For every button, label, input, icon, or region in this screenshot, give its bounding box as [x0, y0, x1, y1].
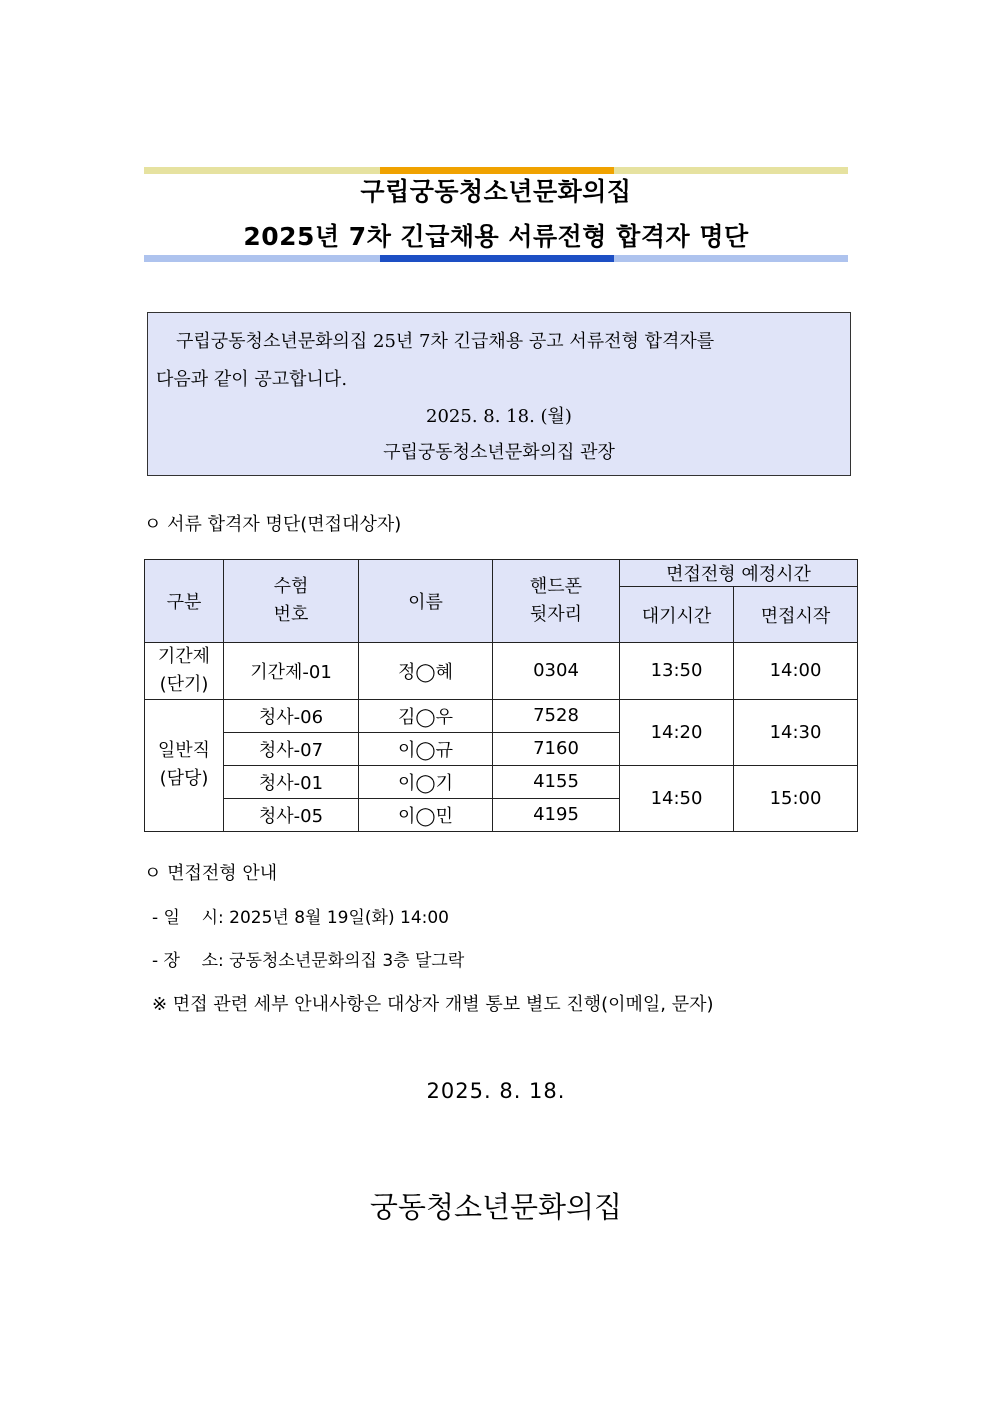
exam-number-cell: 기간제-01 [224, 643, 359, 700]
section-title-interview-info: ㅇ 면접전형 안내 [144, 863, 278, 884]
header-phone-line2: 뒷자리 [529, 604, 583, 625]
page-title-line1: 구립궁동청소년문화의집 [360, 177, 632, 206]
header-wait-time: 대기시간 [620, 587, 734, 643]
wait-time-cell: 13:50 [620, 643, 734, 700]
header-category: 구분 [145, 560, 224, 643]
name-cell: 김◯우 [359, 699, 493, 732]
title-bar-bottom-right [614, 255, 848, 262]
table-row [145, 643, 858, 700]
name-cell: 이◯기 [359, 765, 493, 798]
table-row [145, 699, 858, 732]
notice-date: 2025. 8. 18. (월) [426, 406, 572, 427]
category-line2: (담당) [159, 768, 209, 790]
title-bar-bottom-center [380, 255, 614, 262]
roster-table [144, 559, 858, 832]
footer-date: 2025. 8. 18. [426, 1079, 566, 1103]
exam-number-cell: 청사-01 [224, 765, 359, 798]
category-cell [145, 643, 224, 700]
notice-body-line2: 다음과 같이 공고합니다. [156, 369, 348, 390]
header-interview-start: 면접시작 [734, 587, 858, 643]
exam-number-cell: 청사-07 [224, 732, 359, 765]
interview-note: ※ 면접 관련 세부 안내사항은 대상자 개별 통보 별도 진행(이메일, 문자) [152, 994, 714, 1015]
wait-time-cell: 14:20 [620, 699, 734, 765]
interview-start-cell: 15:00 [734, 765, 858, 831]
notice-body-line1: 구립궁동청소년문화의집 25년 7차 긴급채용 공고 서류전형 합격자를 [176, 331, 715, 352]
header-phone-line1: 핸드폰 [529, 576, 583, 598]
header-phone [493, 560, 620, 643]
category-cell [145, 699, 224, 831]
phone-cell: 7528 [493, 699, 620, 732]
title-bar-top-left [144, 167, 380, 174]
title-bar-top-right [614, 167, 848, 174]
header-exam-number [224, 560, 359, 643]
category-line1: 일반직 [157, 740, 211, 762]
title-bar-bottom-left [144, 255, 380, 262]
footer-organization: 궁동청소년문화의집 [369, 1190, 623, 1224]
header-exam-number-line1: 수험 [273, 576, 309, 598]
header-interview-schedule: 면접전형 예정시간 [620, 560, 858, 587]
header-exam-number-line2: 번호 [273, 604, 309, 625]
table-row [145, 765, 858, 798]
category-line2: (단기) [159, 673, 209, 695]
notice-signer: 구립궁동청소년문화의집 관장 [383, 442, 615, 463]
section-title-roster: ㅇ 서류 합격자 명단(면접대상자) [144, 514, 402, 535]
category-line1: 기간제 [157, 646, 211, 667]
exam-number-cell: 청사-06 [224, 699, 359, 732]
phone-cell: 4155 [493, 765, 620, 798]
phone-cell: 0304 [493, 643, 620, 700]
header-name: 이름 [359, 560, 493, 643]
name-cell: 정◯혜 [359, 643, 493, 700]
notice-box [147, 312, 851, 476]
interview-datetime: - 일 시: 2025년 8월 19일(화) 14:00 [152, 908, 449, 928]
name-cell: 이◯민 [359, 798, 493, 831]
name-cell: 이◯규 [359, 732, 493, 765]
interview-start-cell: 14:00 [734, 643, 858, 700]
wait-time-cell: 14:50 [620, 765, 734, 831]
title-bar-top-center [380, 167, 614, 174]
phone-cell: 7160 [493, 732, 620, 765]
phone-cell: 4195 [493, 798, 620, 831]
exam-number-cell: 청사-05 [224, 798, 359, 831]
interview-start-cell: 14:30 [734, 699, 858, 765]
interview-place: - 장 소: 궁동청소년문화의집 3층 달그락 [152, 951, 465, 971]
page-title-line2: 2025년 7차 긴급채용 서류전형 합격자 명단 [243, 222, 749, 251]
